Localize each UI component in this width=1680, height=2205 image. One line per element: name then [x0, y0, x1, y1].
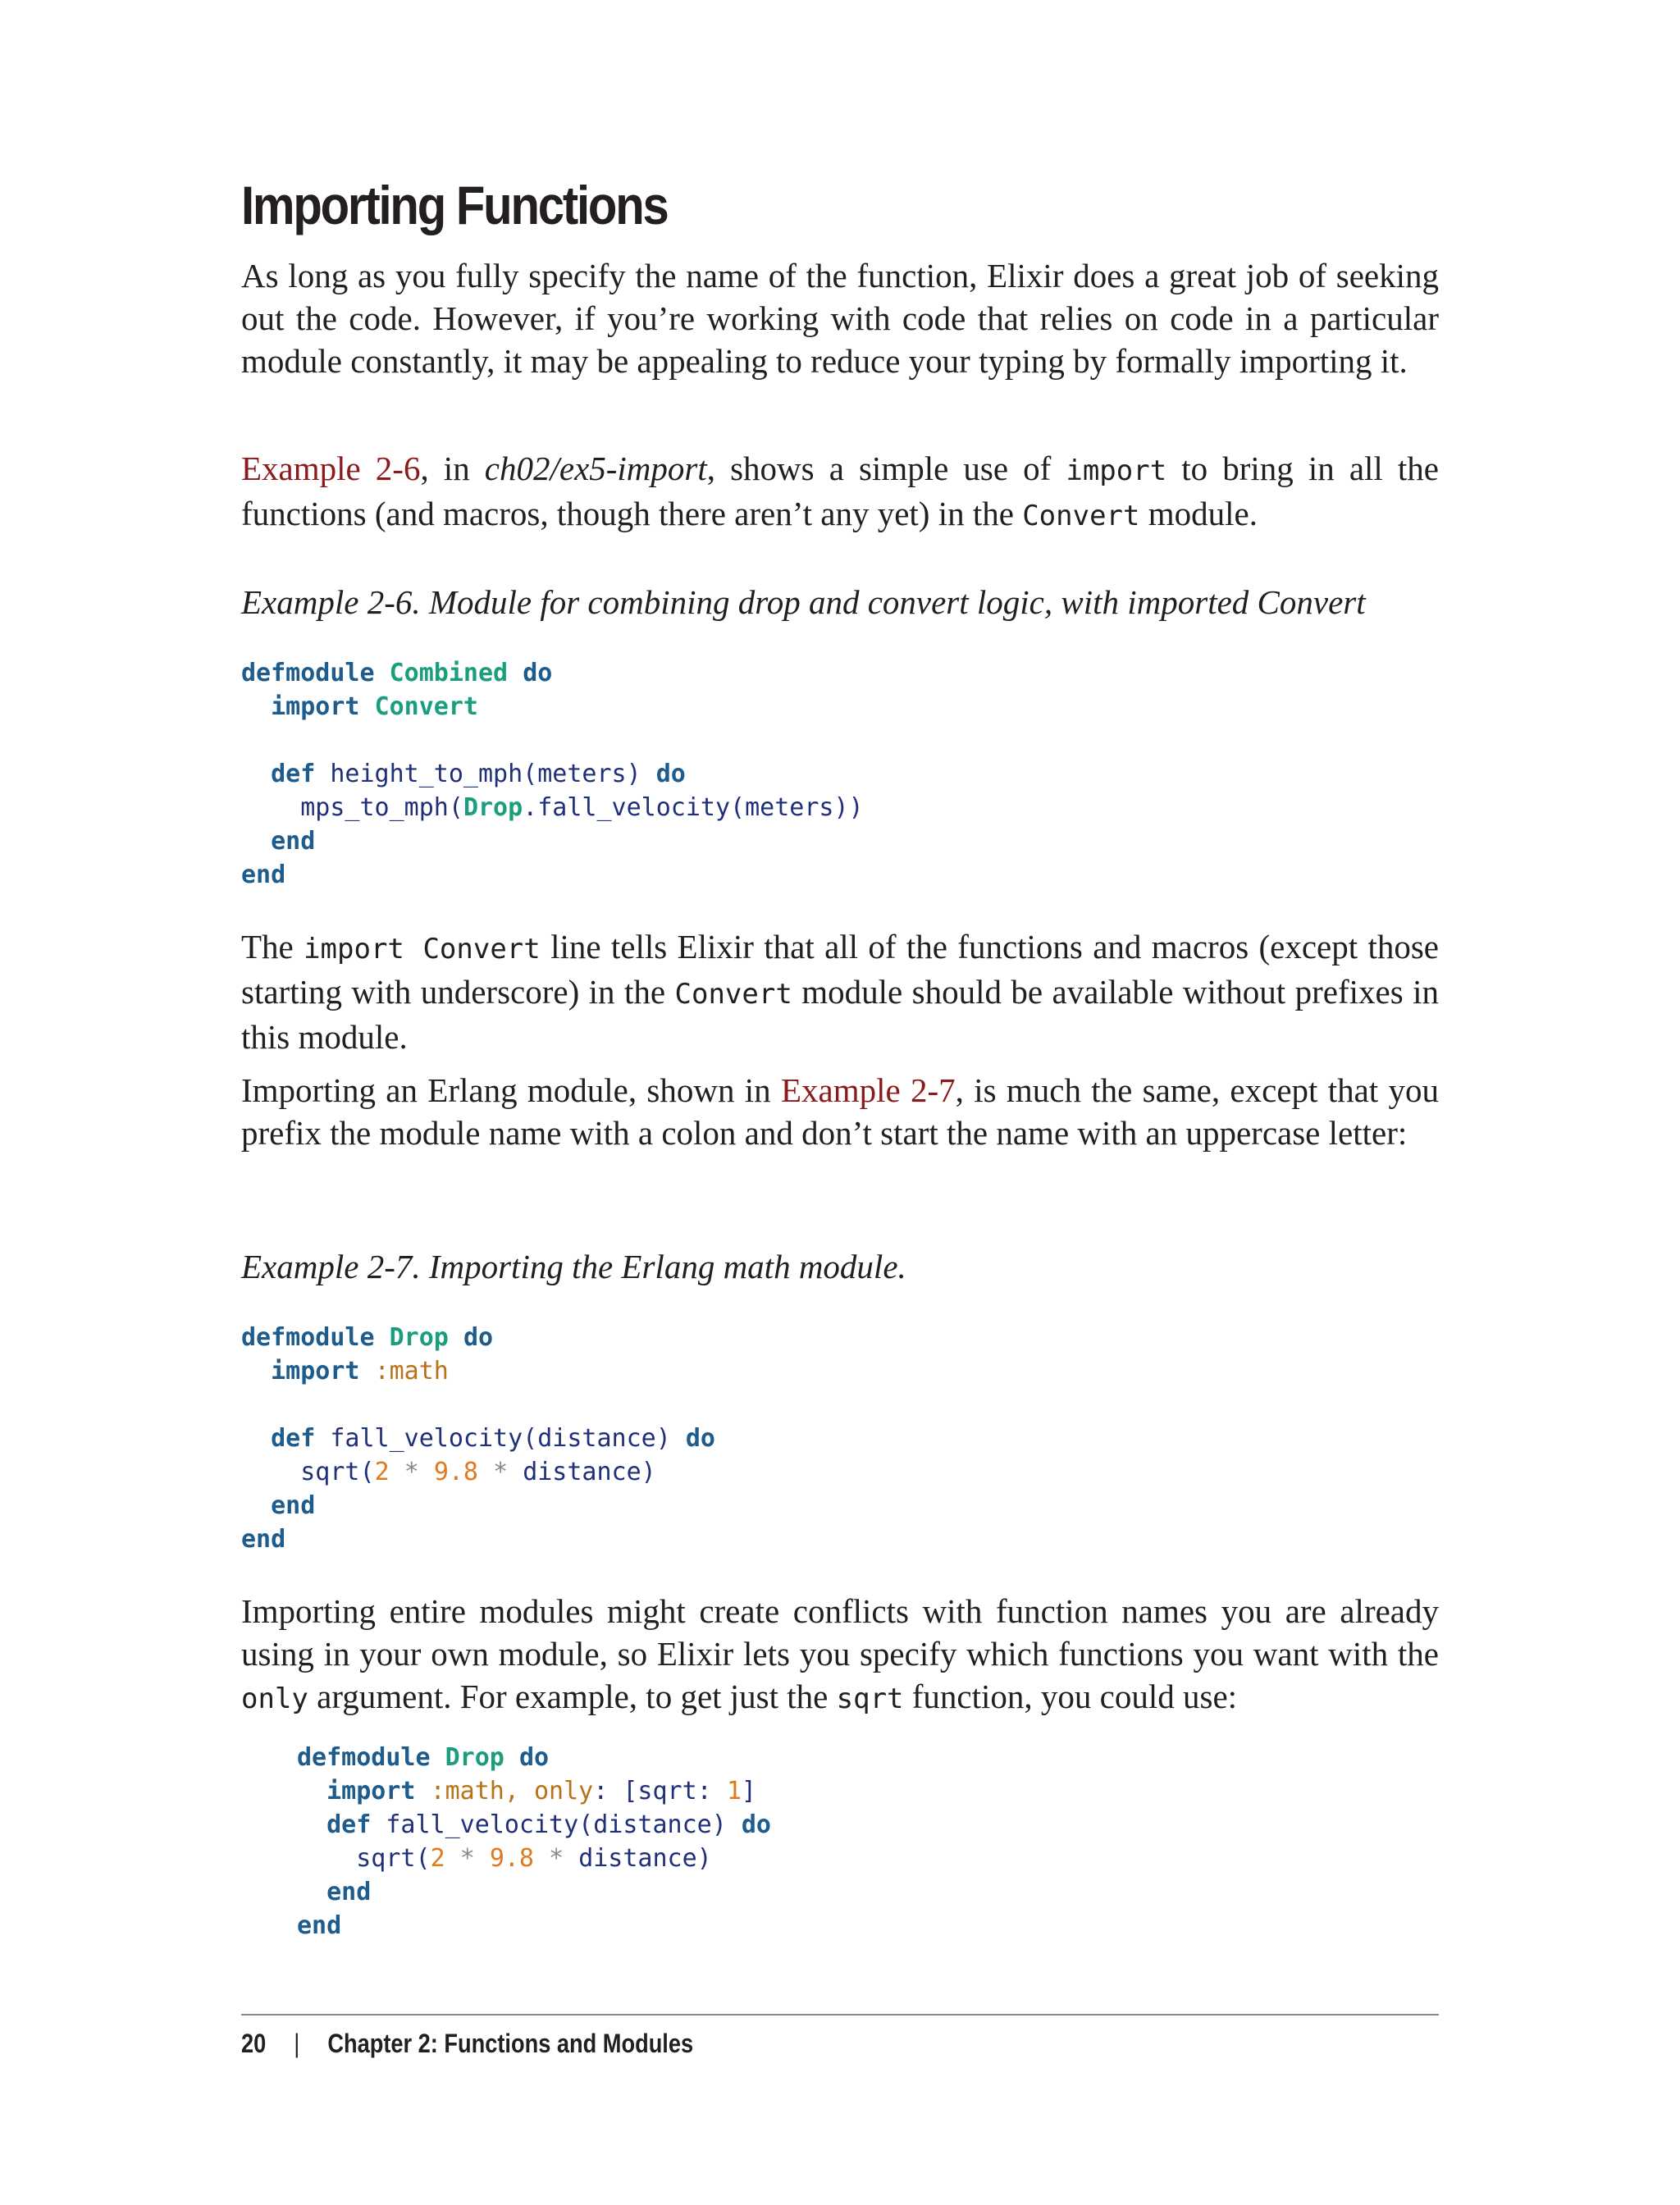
inline-code-import-convert: import Convert [304, 933, 541, 966]
code-block-drop-only: defmodule Drop do import :math, only: [sqrt: 1] def fall_velocity(distance) do sqrt(2 * 9.8 * distance) end end [297, 1743, 771, 1940]
code-block-combined: defmodule Combined do import Convert def height_to_mph(meters) do mps_to_mph(Drop.fall_velocity(meters)) end end [241, 659, 864, 889]
inline-code-convert: Convert [1022, 500, 1140, 532]
page-footer [241, 2029, 693, 2059]
inline-code-sqrt: sqrt [836, 1682, 904, 1715]
example-2-6-link[interactable]: Example 2-6 [241, 450, 421, 487]
footer-divider [241, 2014, 1439, 2016]
chapter-title: Chapter 2: Functions and Modules [327, 2029, 694, 2058]
inline-code-only: only [241, 1682, 308, 1715]
example-caption-2-6: Example 2-6. Module for combining drop and convert logic, with imported Convert [241, 583, 1366, 621]
page-number: 20 [241, 2029, 267, 2058]
paragraph-erlang-import: Importing an Erlang module, shown in Example 2-7, is much the same, except that you prefix the module name with a colon and don’t start the name with an uppercase letter: [241, 1071, 1439, 1152]
section-heading: Importing Functions [241, 175, 668, 235]
paragraph-only-argument: Importing entire modules might create conflicts with function names you are already using in your own module, so Elixir lets you specify which functions you want with the only argument. For example, to get just the sqrt function, you could use: [241, 1592, 1439, 1715]
paragraph-intro: As long as you fully specify the name of the function, Elixir does a great job of seeking out the code. However, if you’re working with code that relies on code in a particular module constantly, it may be appealing to reduce your typing by formally importing it. [241, 257, 1439, 380]
paragraph-import-explanation: The import Convert line tells Elixir that all of the functions and macros (except those starting with underscore) in the Convert module should be available without prefixes in this module. [241, 928, 1439, 1056]
file-path: ch02/ex5-import [484, 450, 707, 487]
inline-code-convert-module: Convert [674, 978, 792, 1011]
paragraph-example-ref: Example 2-6, in ch02/ex5-import, shows a simple use of import to bring in all the functions (and macros, though there aren’t any yet) in the Convert module. [241, 450, 1439, 532]
example-2-7-link[interactable]: Example 2-7 [780, 1071, 956, 1109]
footer-separator: | [294, 2029, 300, 2058]
code-block-drop-math: defmodule Drop do import :math def fall_velocity(distance) do sqrt(2 * 9.8 * distance) end end [241, 1323, 715, 1554]
inline-code-import: import [1066, 454, 1167, 487]
example-caption-2-7: Example 2-7. Importing the Erlang math module. [241, 1248, 906, 1285]
